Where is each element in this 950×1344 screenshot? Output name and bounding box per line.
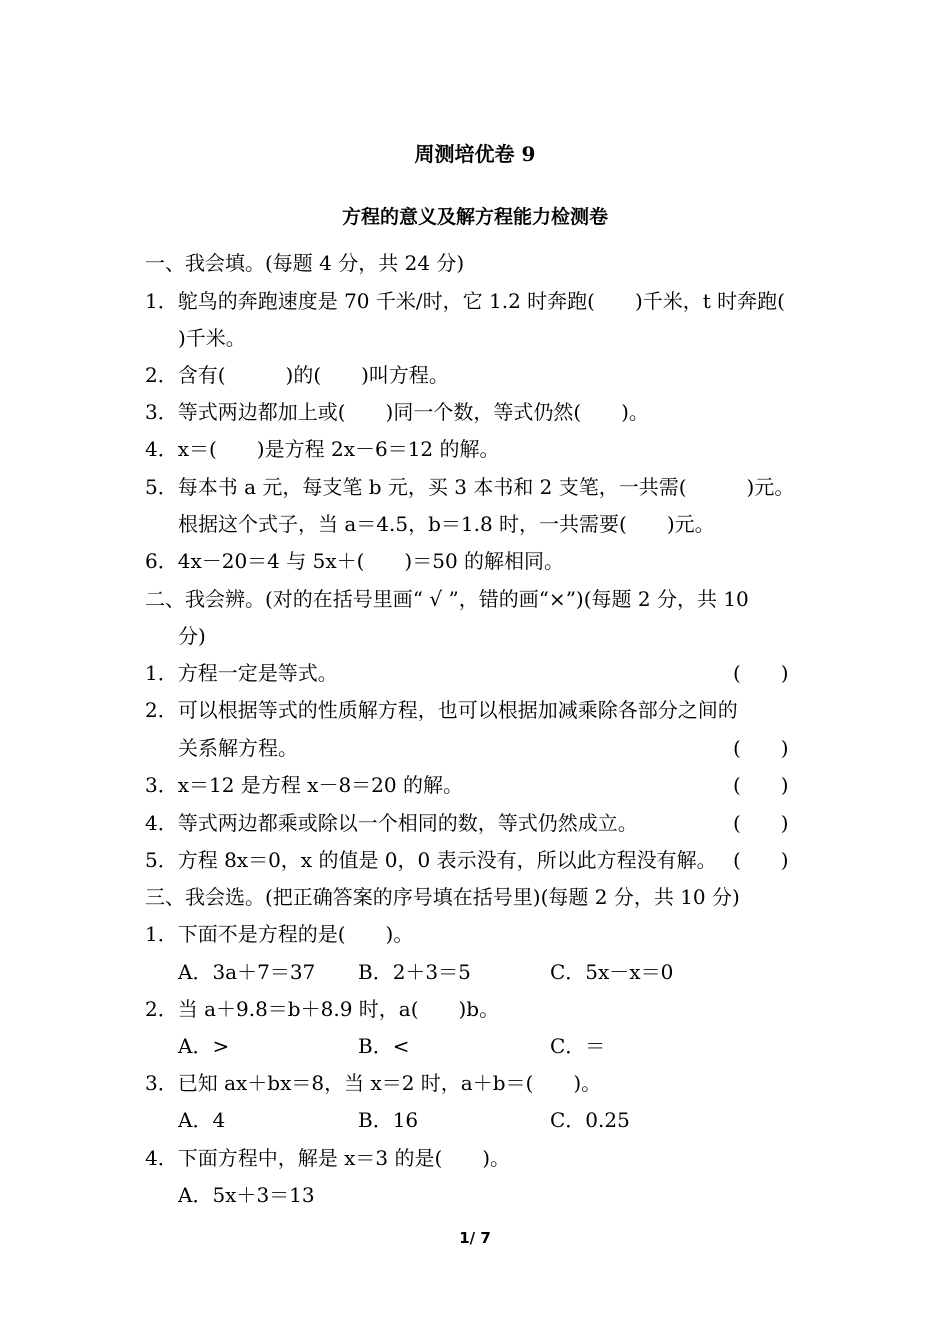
s1-question-6: 6．4x－20＝4 与 5x＋( )＝50 的解相同。	[145, 549, 565, 573]
section1-header: 一、我会填。(每题 4 分，共 24 分)	[145, 251, 465, 275]
s1-question-5-line2: 根据这个式子，当 a＝4.5，b＝1.8 时，一共需要( )元。	[178, 512, 715, 536]
s3-q2-option-c[interactable]: C．＝	[550, 1034, 606, 1058]
s3-question-2: 2．当 a＋9.8＝b＋8.9 时，a( )b。	[145, 997, 500, 1021]
s1-question-1-line1: 1．鸵鸟的奔跑速度是 70 千米/时，它 1.2 时奔跑( )千米，t 时奔跑(	[145, 289, 785, 313]
s3-question-1: 1．下面不是方程的是( )。	[145, 922, 414, 946]
s1-question-2: 2．含有( )的( )叫方程。	[145, 363, 449, 387]
s3-q3-option-b[interactable]: B．16	[358, 1108, 419, 1132]
section2-header-line1: 二、我会辨。(对的在括号里画“ √ ”，错的画“×”)(每题 2 分，共 10	[145, 587, 749, 611]
page-title: 周测培优卷 9	[414, 142, 536, 166]
s2-answer-1[interactable]: ( )	[733, 661, 789, 685]
section2-header-line2: 分)	[178, 624, 206, 648]
s2-answer-5[interactable]: ( )	[733, 848, 789, 872]
section3-header: 三、我会选。(把正确答案的序号填在括号里)(每题 2 分，共 10 分)	[145, 885, 740, 909]
s3-q3-option-c[interactable]: C．0.25	[550, 1108, 630, 1132]
s3-question-4: 4．下面方程中，解是 x＝3 的是( )。	[145, 1146, 511, 1170]
s2-question-3: 3．x＝12 是方程 x－8＝20 的解。	[145, 773, 463, 797]
s2-answer-3[interactable]: ( )	[733, 773, 789, 797]
s1-question-3: 3．等式两边都加上或( )同一个数，等式仍然( )。	[145, 400, 649, 424]
s1-question-4: 4．x＝( )是方程 2x－6＝12 的解。	[145, 437, 500, 461]
s3-q1-option-b[interactable]: B．2＋3＝5	[358, 960, 471, 984]
page-subtitle: 方程的意义及解方程能力检测卷	[341, 206, 608, 228]
s2-question-2-line1: 2．可以根据等式的性质解方程，也可以根据加减乘除各部分之间的	[145, 698, 738, 722]
s2-answer-2[interactable]: ( )	[733, 736, 789, 760]
s3-q2-option-b[interactable]: B．<	[358, 1034, 410, 1058]
s1-question-5-line1: 5．每本书 a 元，每支笔 b 元，买 3 本书和 2 支笔，一共需( )元。	[145, 475, 795, 499]
s3-q3-option-a[interactable]: A．4	[178, 1108, 226, 1132]
s3-q4-option-a[interactable]: A．5x＋3＝13	[178, 1183, 315, 1207]
s2-answer-4[interactable]: ( )	[733, 811, 789, 835]
s1-question-1-line2: )千米。	[178, 326, 246, 350]
s3-q1-option-c[interactable]: C．5x－x＝0	[550, 960, 674, 984]
s2-question-4: 4．等式两边都乘或除以一个相同的数，等式仍然成立。	[145, 811, 638, 835]
s3-q1-option-a[interactable]: A．3a＋7＝37	[178, 960, 316, 984]
s3-question-3: 3．已知 ax＋bx＝8，当 x＝2 时，a＋b＝( )。	[145, 1071, 602, 1095]
s2-question-5: 5．方程 8x＝0，x 的值是 0，0 表示没有，所以此方程没有解。	[145, 848, 717, 872]
s2-question-1: 1．方程一定是等式。	[145, 661, 338, 685]
s3-q2-option-a[interactable]: A．>	[178, 1034, 230, 1058]
s2-question-2-line2: 关系解方程。	[178, 736, 298, 760]
page-number: 1/ 7	[459, 1229, 491, 1247]
